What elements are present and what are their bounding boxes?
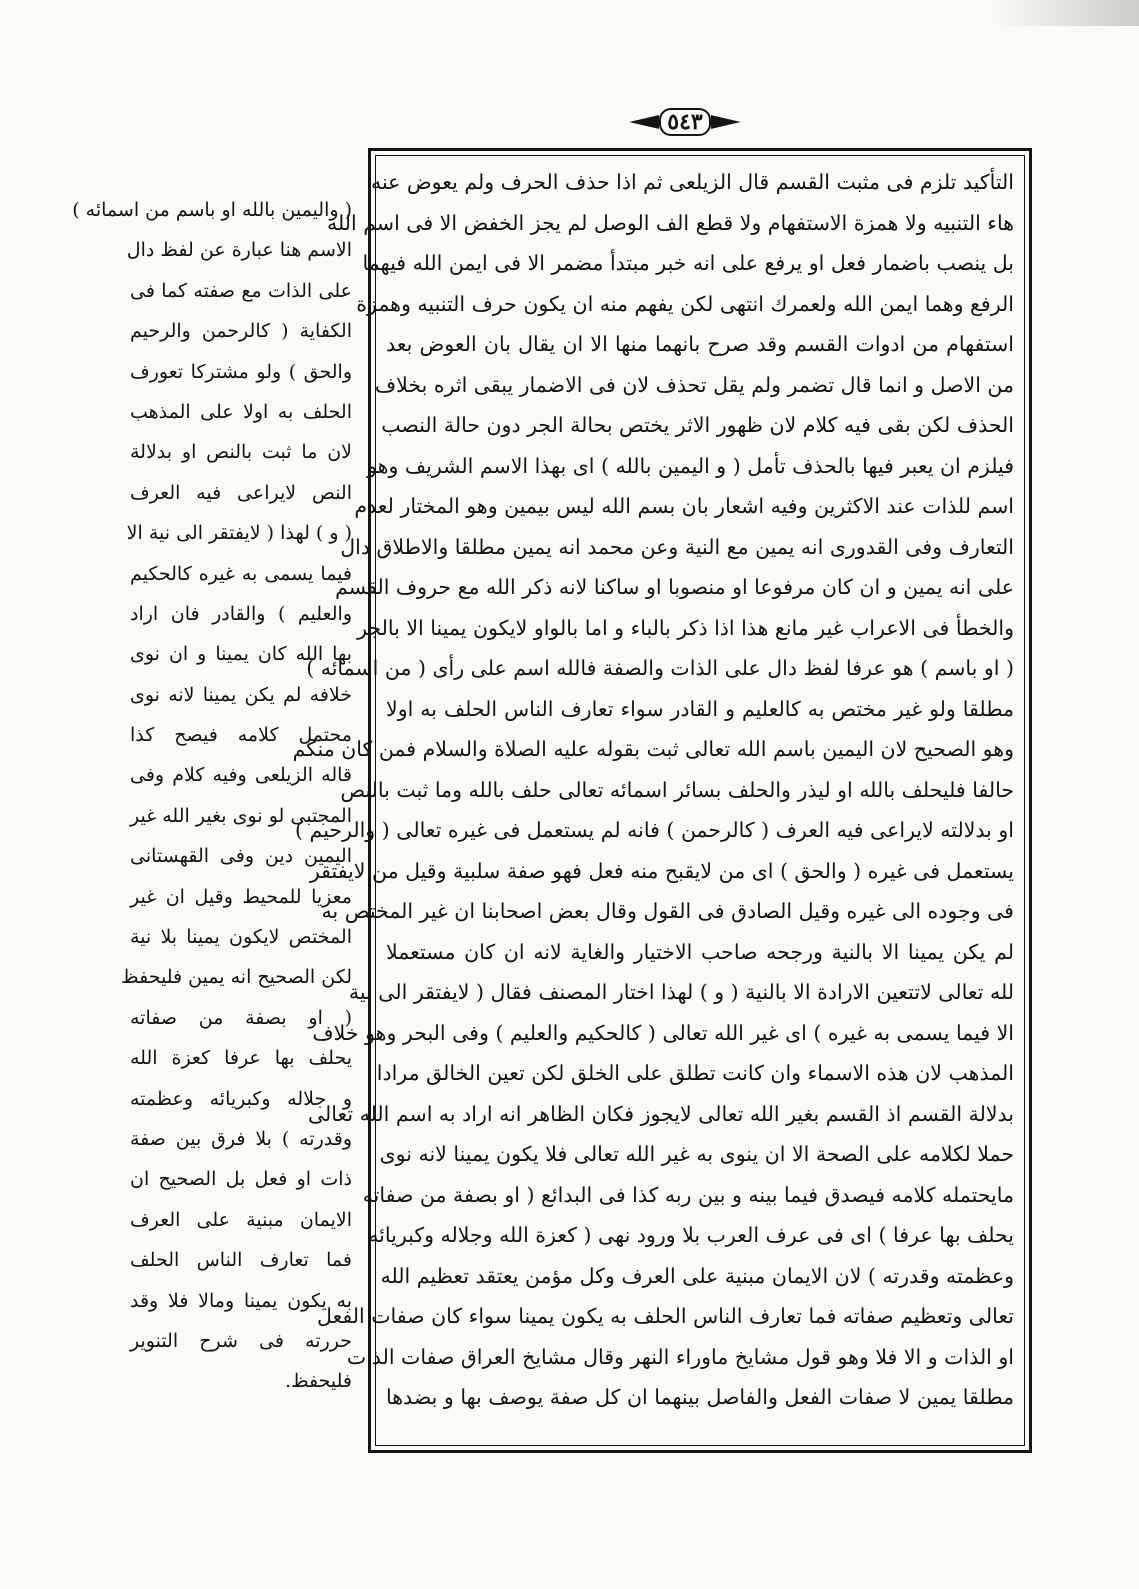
- main-text-line: يحلف بها عرفا ) اى فى عرف العرب بلا ورود نهى ( كعزة الله وجلاله وكبريائه: [368, 1223, 1014, 1247]
- margin-text-line: اليمين دين وفى القهستانى: [130, 845, 352, 868]
- margin-text-line: على الذات مع صفته كما فى: [130, 279, 352, 302]
- margin-text-line: معزيا للمحيط وقيل ان غير: [130, 885, 352, 908]
- main-text-line: فى وجوده الى غيره وقيل الصادق فى القول وقال بعض اصحابنا ان غير المختص به: [321, 899, 1014, 923]
- margin-text-line: فليحفظ.: [284, 1370, 352, 1393]
- main-text-line: اسم للذات عند الاكثرين وفيه اشعار بان بسم الله ليس بيمين وهو المختار لعدم: [354, 494, 1014, 518]
- margin-text-line: بها الله كان يمينا و ان نوى: [130, 643, 352, 666]
- left-ornament-icon: [629, 115, 659, 129]
- main-text-line: بل ينصب باضمار فعل او يرفع على انه خبر مبتدأ مضمر الا فى ايمن الله فيهما: [362, 251, 1014, 275]
- margin-text-line: النص لايراعى فيه العرف: [130, 481, 352, 504]
- main-text-line: من الاصل و انما قال تضمر ولم يقل تحذف لان فى الاضمار يبقى اثره بخلاف: [374, 372, 1014, 397]
- margin-text-line: لكن الصحيح انه يمين فليحفظ: [121, 966, 352, 989]
- main-text-line: فيلزم ان يعبر فيها بالحذف تأمل ( و اليمين بالله ) اى بهذا الاسم الشريف وهو: [367, 453, 1014, 478]
- main-text-line: يستعمل فى غيره ( والحق ) اى من لايقبح منه فعل فهو صفة سلبية وقيل من لايفتقر: [309, 858, 1014, 883]
- main-text-line: مايحتمله كلامه فيصدق فيما بينه و بين ربه كذا فى البدائع ( او بصفة من صفاته: [362, 1182, 1014, 1207]
- margin-text-line: حررته فى شرح التنوير: [130, 1329, 352, 1352]
- margin-text-line: يحلف بها عرفا كعزة الله: [130, 1047, 352, 1070]
- main-text-line: المذهب لان هذه الاسماء وان كانت تطلق على الخلق لكن تعين الخالق مرادا: [376, 1061, 1014, 1085]
- margin-text-line: المجتبى لو نوى بغير الله غير: [130, 804, 352, 827]
- main-text-line: على انه يمين و ان كان مرفوعا او منصوبا او ساكنا لانه ذكر الله مع حروف القسم: [335, 575, 1014, 599]
- main-text-line: والخطأ فى الاعراب غير مانع هذا اذا ذكر بالباء و اما بالواو لايكون يمينا الا بالجر: [357, 615, 1014, 640]
- main-text-line: وعظمته وقدرته ) لان الايمان مبنية على العرف وكل مؤمن يعتقد تعظيم الله: [380, 1263, 1014, 1288]
- main-text-line: لله تعالى لاتتعين الارادة الا بالنية ( و ) لهذا اختار المصنف فقال ( لايفتقر الى نية: [348, 980, 1014, 1004]
- margin-text-line: فيما يسمى به غيره كالحكيم: [130, 562, 352, 585]
- main-text-line: مطلقا يمين لا صفات الفعل والفاصل بينهما ان كل صفة يوصف بها و بضدها: [386, 1385, 1014, 1409]
- main-text-line: وهو الصحيح لان اليمين باسم الله تعالى ثبت بقوله عليه الصلاة والسلام فمن كان منكم: [292, 737, 1014, 761]
- margin-text-line: المختص لايكون يمينا بلا نية: [130, 926, 352, 949]
- main-text-line: ( او باسم ) هو عرفا لفظ دال على الذات والصفة فالله اسم على رأى ( من اسمائه ): [306, 656, 1014, 680]
- main-text-line: التعارف وفى القدورى انه يمين مع النية وعن محمد انه يمين مطلقا والاطلاق دال: [340, 534, 1014, 559]
- main-text-line: حالفا فليحلف بالله او ليذر والحلف بسائر اسمائه تعالى حلف بالله وما ثبت بالنص: [340, 777, 1014, 802]
- margin-text-line: ( واليمين بالله او باسم من اسمائه ): [72, 199, 352, 221]
- main-text-line: الحذف لكن بقى فيه كلام لان ظهور الاثر يختص بحالة الجر دون حالة النصب: [381, 413, 1014, 437]
- main-text-line: مطلقا ولو غير مختص به كالعليم و القادر سواء تعارف الناس الحلف به اولا: [386, 696, 1014, 721]
- page-number: ٥٤٣: [659, 108, 710, 136]
- margin-text-line: ذات او فعل بل الصحيح ان: [130, 1168, 352, 1191]
- main-text-line: لم يكن يمينا الا بالنية ورجحه صاحب الاختيار والغاية لانه ان كان مستعملا: [386, 939, 1014, 964]
- margin-text-line: وقدرته ) بلا فرق بين صفة: [130, 1127, 352, 1150]
- margin-text-line: به يكون يمينا ومالا فلا وقد: [130, 1289, 352, 1312]
- main-text-line: حملا لكلامه على الصحة الا ان ينوى به غير الله تعالى فلا يكون يمينا لانه نوى: [379, 1142, 1014, 1166]
- margin-text-line: الاسم هنا عبارة عن لفظ دال: [126, 239, 352, 262]
- margin-text-line: الحلف به اولا على المذهب: [130, 400, 352, 423]
- main-text-line: او الذات و الا فلا وهو قول مشايخ ماوراء النهر وقال مشايخ العراق صفات الذات: [346, 1344, 1014, 1369]
- margin-text-line: والحق ) ولو مشتركا تعورف: [130, 360, 352, 383]
- margin-text-line: الكفاية ( كالرحمن والرحيم: [130, 320, 352, 343]
- main-text-line: بدلالة القسم اذ القسم بغير الله تعالى لايجوز فكان الظاهر انه اراد به اسم الله تعالى: [307, 1101, 1014, 1126]
- margin-text-line: فما تعارف الناس الحلف: [130, 1249, 352, 1272]
- margin-text-line: خلافه لم يكن يمينا لانه نوى: [130, 683, 352, 706]
- margin-text-line: ( و ) لهذا ( لايفتقر الى نية الا: [126, 522, 352, 545]
- right-ornament-icon: [711, 115, 741, 129]
- margin-text-line: قاله الزيلعى وفيه كلام وفى: [130, 764, 352, 787]
- margin-text-line: الايمان مبنية على العرف: [130, 1208, 352, 1231]
- main-text-line: هاء التنبيه ولا همزة الاستفهام ولا قطع الف الوصل لم يجز الخفض الا فى اسم الله: [327, 210, 1014, 235]
- main-text-line: تعالى وتعظيم صفاته فما تعارف الناس الحلف به يكون يمينا سواء كان صفات الفعل: [317, 1304, 1014, 1328]
- margin-text-line: والعليم ) والقادر فان اراد: [130, 602, 352, 625]
- margin-text-line: لان ما ثبت بالنص او بدلالة: [130, 441, 352, 464]
- margin-text-line: محتمل كلامه فيصح كذا: [130, 724, 352, 747]
- main-text-line: او بدلالته لايراعى فيه العرف ( كالرحمن ) فانه لم يستعمل فى غيره تعالى ( والرحيم ): [295, 818, 1014, 842]
- margin-commentary: [72, 190, 352, 1402]
- margin-text-line: و جلاله وكبريائه وعظمته: [130, 1087, 352, 1110]
- main-text-line: استفهام من ادوات القسم وقد صرح بانهما منها الا ان يقال بان العوض بعد: [386, 332, 1014, 356]
- main-text-line: الرفع وهما ايمن الله ولعمرك انتهى لكن يفهم منه ان يكون حرف التنبيه وهمزة: [356, 291, 1014, 316]
- main-text-line: التأكيد تلزم فى مثبت القسم قال الزيلعى ثم اذا حذف الحرف ولم يعوض عنه: [370, 170, 1014, 194]
- scan-edge-shading: [989, 0, 1139, 26]
- page-number-ornament: [620, 104, 750, 140]
- margin-text-line: ( او بصفة من صفاته: [130, 1006, 352, 1029]
- main-text-line: الا فيما يسمى به غيره ) اى غير الله تعالى ( كالحكيم والعليم ) وفى البحر وهو خلاف: [312, 1020, 1014, 1045]
